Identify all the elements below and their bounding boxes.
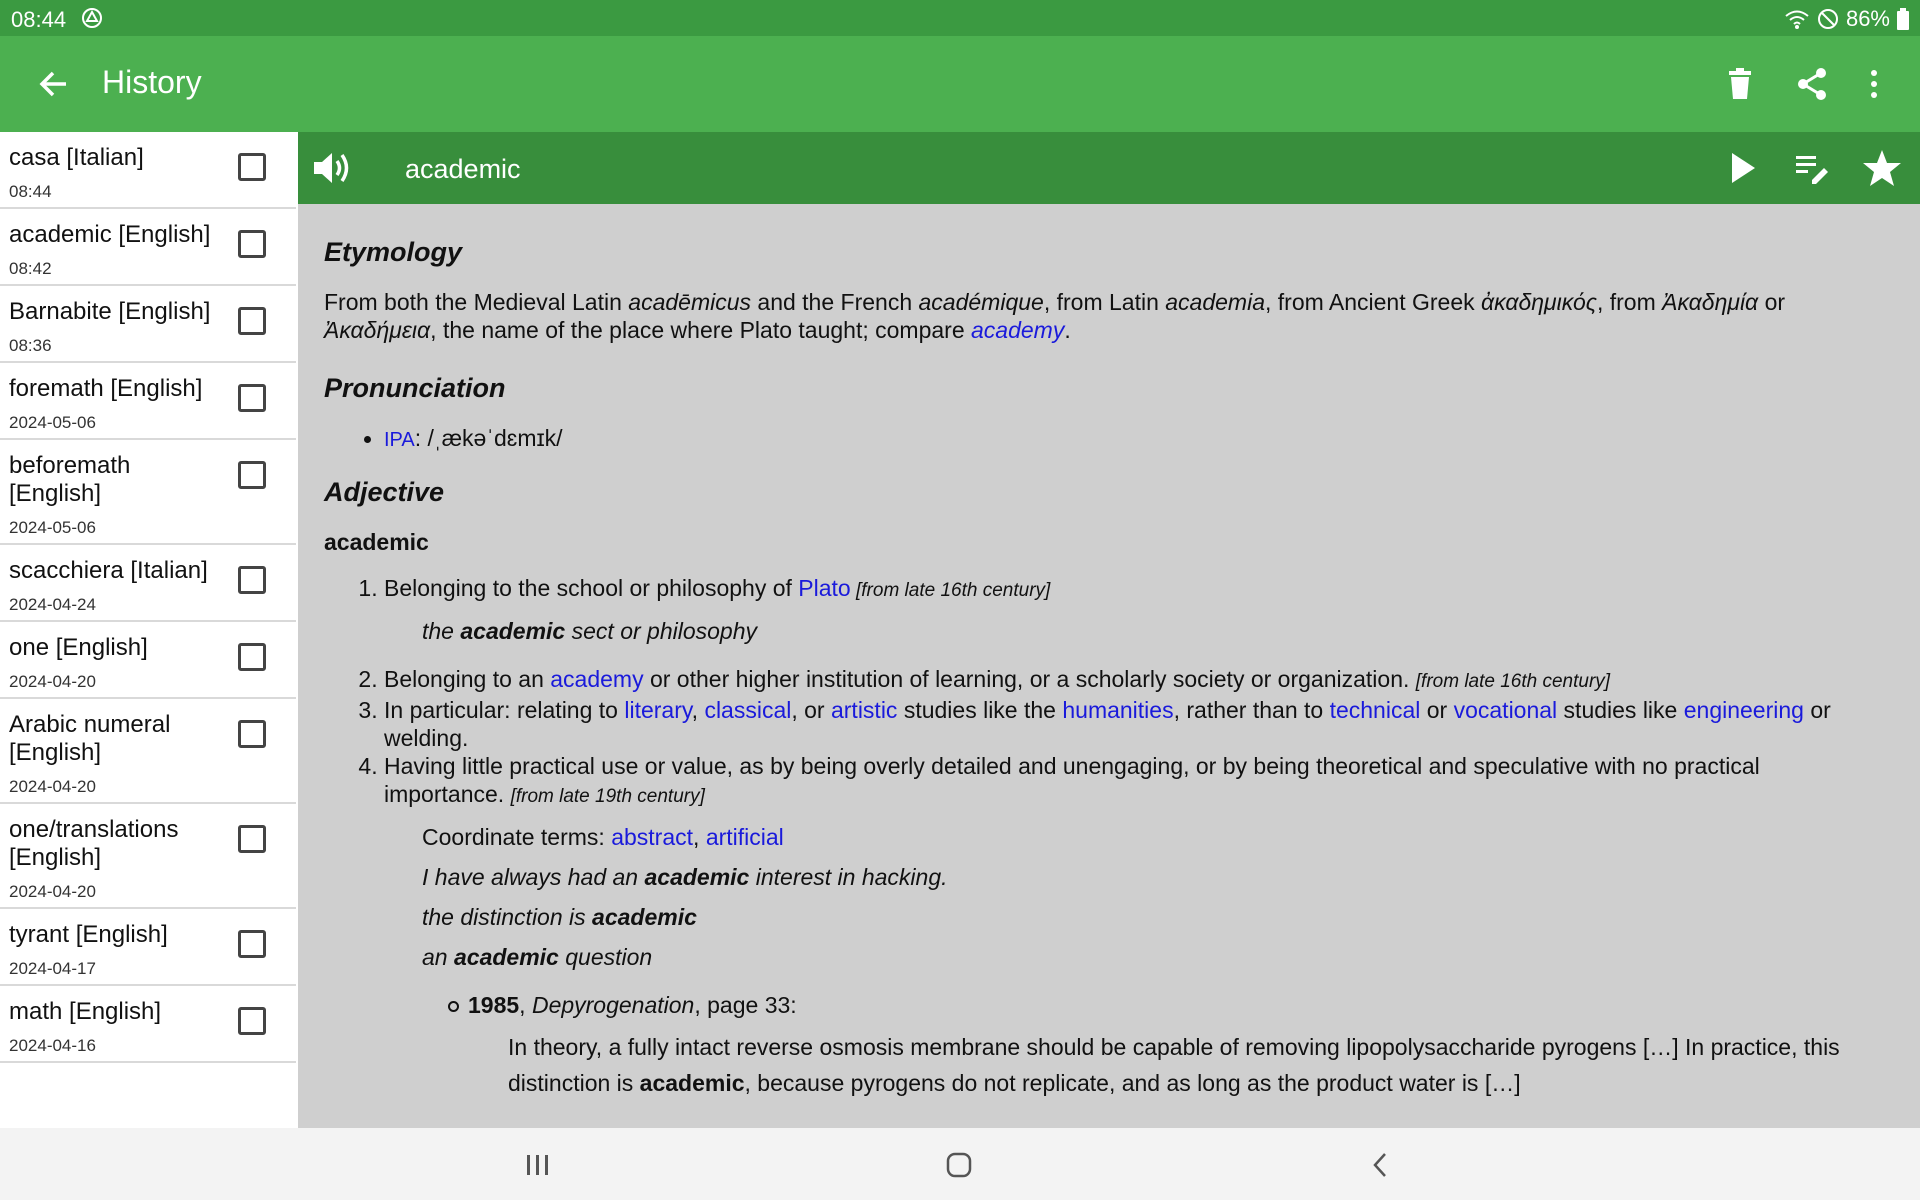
favorite-star-icon[interactable] <box>1862 148 1902 188</box>
sense-1: 1. Belonging to the school or philosophy of Plato [from late 16th century] the academic sect or philosophy <box>384 574 1880 645</box>
history-word: Arabic numeral [English] <box>9 711 171 766</box>
history-checkbox[interactable] <box>238 825 266 853</box>
history-date: 2024-05-06 <box>9 413 96 432</box>
history-checkbox[interactable] <box>238 643 266 671</box>
history-date: 2024-04-16 <box>9 1036 96 1055</box>
history-word: scacchiera [Italian] <box>9 557 208 584</box>
ipa-link[interactable]: IPA <box>384 429 415 451</box>
history-date: 2024-04-24 <box>9 595 96 614</box>
history-date: 08:42 <box>9 259 52 278</box>
link-vocational[interactable]: vocational <box>1453 697 1558 723</box>
history-item[interactable] <box>0 209 296 286</box>
history-list <box>0 132 296 1128</box>
speaker-icon[interactable] <box>310 146 354 190</box>
link-engineering[interactable]: engineering <box>1683 697 1804 723</box>
link-academy[interactable]: academy <box>971 317 1065 343</box>
link-humanities[interactable]: humanities <box>1062 697 1174 723</box>
link-classical[interactable]: classical <box>704 697 792 723</box>
history-word: one [English] <box>9 634 148 661</box>
page-title: History <box>102 64 202 100</box>
sense-3: 3. In particular: relating to literary, classical, or artistic studies like the humanities, rather than to technical or vocational studies like engineering or welding. <box>384 696 1880 752</box>
sense-list <box>324 574 1880 971</box>
app-toolbar <box>0 36 1920 132</box>
history-checkbox[interactable] <box>238 307 266 335</box>
etymology-text: From both the Medieval Latin acadēmicus and the French académique, from Latin academia, from Ancient Greek ἀκαδημικός, from Ἀκαδημία or Ἀκαδήμεια, the name of the place where Plato taught; compare academy. <box>324 289 1786 343</box>
share-icon[interactable] <box>1792 64 1832 104</box>
headword: academic <box>405 154 521 184</box>
history-checkbox[interactable] <box>238 384 266 412</box>
link-abstract[interactable]: abstract <box>611 824 694 850</box>
lemma: academic <box>324 529 429 555</box>
link-artificial[interactable]: artificial <box>705 824 784 850</box>
ipa-row <box>324 424 1880 454</box>
history-item[interactable] <box>0 699 296 804</box>
sense-4: 4. Having little practical use or value, as by being overly detailed and unengaging, or by being theoretical and speculative with no practical importance. [from late 19th century] Coordinate terms: abstract, artificial I have always had an academic interest in hacking. the distinction is academic an academic question <box>384 752 1880 971</box>
delete-icon[interactable] <box>1720 64 1760 104</box>
back-arrow-icon[interactable] <box>34 64 74 104</box>
history-item[interactable] <box>0 622 296 699</box>
wifi-icon <box>1784 7 1810 31</box>
ipa-value: : /ˌækəˈdɛmɪk/ <box>414 425 563 451</box>
sense-4-example-3: an academic question <box>422 944 653 970</box>
history-item[interactable] <box>0 909 296 986</box>
history-checkbox[interactable] <box>238 461 266 489</box>
do-not-disturb-icon <box>1816 7 1840 31</box>
coordinate-terms: Coordinate terms: abstract, artificial <box>422 824 784 850</box>
quotation-citation: 1985, Depyrogenation, page 33: <box>324 991 1880 1019</box>
link-academy-2[interactable]: academy <box>550 666 644 692</box>
history-item[interactable] <box>0 440 296 545</box>
link-technical[interactable]: technical <box>1329 697 1421 723</box>
history-item[interactable] <box>0 804 296 909</box>
history-item[interactable] <box>0 545 296 622</box>
history-word: tyrant [English] <box>9 921 168 948</box>
adjective-heading: Adjective <box>324 477 445 507</box>
history-date: 2024-04-17 <box>9 959 96 978</box>
link-literary[interactable]: literary <box>624 697 692 723</box>
history-checkbox[interactable] <box>238 720 266 748</box>
back-nav-icon[interactable] <box>1364 1148 1398 1182</box>
word-header-bar <box>298 132 1920 204</box>
history-date: 2024-04-20 <box>9 777 96 796</box>
history-item[interactable] <box>0 286 296 363</box>
history-word: foremath [English] <box>9 375 203 402</box>
more-options-icon[interactable] <box>1854 64 1894 104</box>
link-plato[interactable]: Plato <box>798 575 851 601</box>
history-checkbox[interactable] <box>238 566 266 594</box>
link-artistic[interactable]: artistic <box>830 697 898 723</box>
home-icon[interactable] <box>942 1148 976 1182</box>
history-item[interactable] <box>0 363 296 440</box>
sense-4-example-2: the distinction is academic <box>422 904 697 930</box>
history-date: 08:36 <box>9 336 52 355</box>
edit-list-icon[interactable] <box>1792 148 1832 188</box>
history-date: 2024-04-20 <box>9 882 96 901</box>
history-word: math [English] <box>9 998 162 1025</box>
definition-content <box>298 204 1920 1128</box>
history-checkbox[interactable] <box>238 930 266 958</box>
play-icon[interactable] <box>1722 148 1762 188</box>
drive-icon <box>80 6 104 30</box>
battery-percent: 86% <box>1845 6 1890 31</box>
history-item[interactable] <box>0 132 296 209</box>
sense-1-example: the academic sect or philosophy <box>422 618 758 644</box>
history-date: 2024-05-06 <box>9 518 96 537</box>
battery-icon <box>1896 7 1910 31</box>
history-word: Barnabite [English] <box>9 298 211 325</box>
sense-2: 2. Belonging to an academy or other higher institution of learning, or a scholarly society or organization. [from late 16th century] <box>384 665 1880 696</box>
history-date: 2024-04-20 <box>9 672 96 691</box>
history-word: beforemath [English] <box>9 452 131 507</box>
system-nav-bar <box>0 1128 1920 1200</box>
etymology-heading: Etymology <box>324 237 463 267</box>
pronunciation-heading: Pronunciation <box>324 373 506 403</box>
history-checkbox[interactable] <box>238 153 266 181</box>
history-date: 08:44 <box>9 182 52 201</box>
sense-4-example-1: I have always had an academic interest in hacking. <box>422 864 948 890</box>
status-time: 08:44 <box>11 7 67 32</box>
status-bar <box>0 0 1920 36</box>
quotation-text: In theory, a fully intact reverse osmosis membrane should be capable of removing lipopolysaccharide pyrogens […] In practice, this distinction is academic, because pyrogens do not replicate, and as long as the product water is […] <box>508 1034 1840 1096</box>
history-word: academic [English] <box>9 221 211 248</box>
history-word: one/translations [English] <box>9 816 179 871</box>
recent-apps-icon[interactable] <box>521 1148 555 1182</box>
history-item[interactable] <box>0 986 296 1063</box>
history-checkbox[interactable] <box>238 1007 266 1035</box>
history-word: casa [Italian] <box>9 144 144 171</box>
history-checkbox[interactable] <box>238 230 266 258</box>
